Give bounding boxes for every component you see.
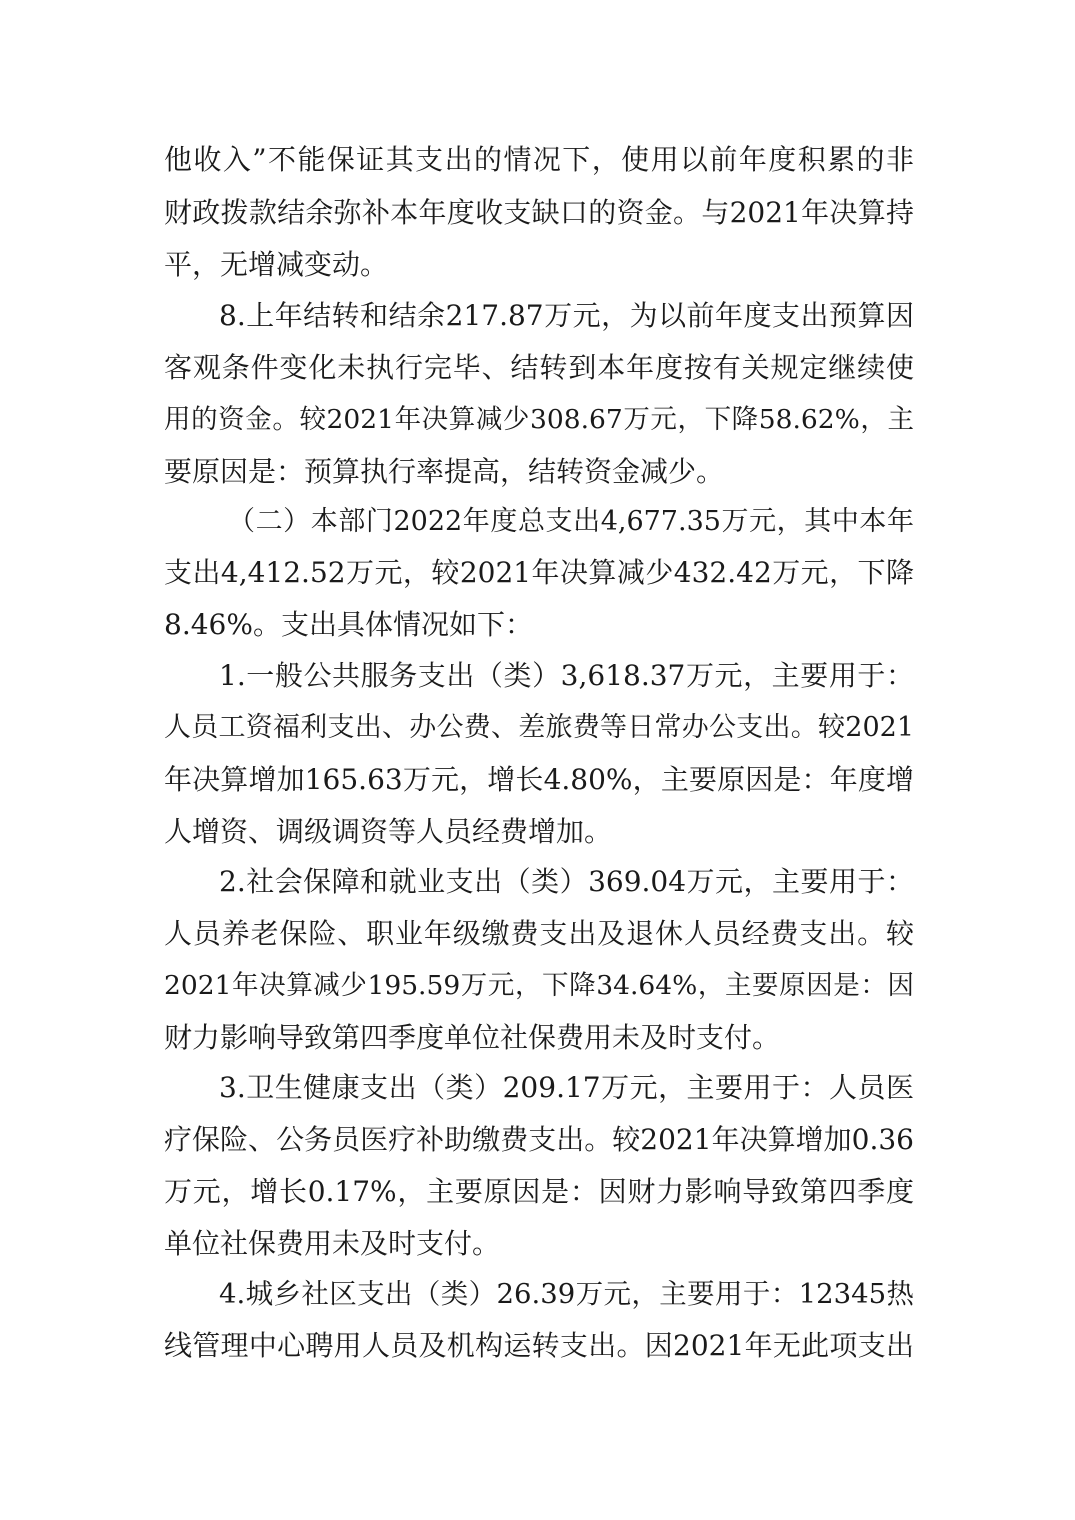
text-line: 8.46%。支出具体情况如下： — [164, 608, 533, 641]
text-line: 客观条件变化未执行完毕、结转到本年度按有关规定继续使 — [164, 351, 914, 384]
text-line: 单位社保费用未及时支付。 — [164, 1227, 501, 1260]
text-line: 4.城乡社区支出（类）26.39万元，主要用于：12345热 — [219, 1278, 914, 1310]
text-line: 8.上年结转和结余217.87万元，为以前年度支出预算因 — [219, 299, 914, 332]
text-line: 人员养老保险、职业年级缴费支出及退休人员经费支出。较 — [164, 917, 914, 950]
text-line: 支出4,412.52万元，较2021年决算减少432.42万元，下降 — [164, 556, 914, 589]
text-line: 财力影响导致第四季度单位社保费用未及时支付。 — [164, 1021, 781, 1054]
text-line: 要原因是：预算执行率提高，结转资金减少。 — [164, 455, 725, 488]
text-line: 1.一般公共服务支出（类）3,618.37万元，主要用于： — [219, 659, 914, 692]
text-line: 万元，增长0.17%，主要原因是：因财力影响导致第四季度 — [164, 1175, 914, 1208]
text-line: 人增资、调级调资等人员经费增加。 — [164, 815, 613, 848]
text-line: 用的资金。较2021年决算减少308.67万元，下降58.62%，主 — [164, 404, 914, 435]
text-line: 线管理中心聘用人员及机构运转支出。因2021年无此项支出 — [164, 1329, 914, 1362]
text-line: 他收入”不能保证其支出的情况下，使用以前年度积累的非 — [164, 143, 914, 176]
text-line: 年决算增加165.63万元，增长4.80%，主要原因是：年度增 — [164, 763, 914, 796]
text-line: 2021年决算减少195.59万元，下降34.64%，主要原因是：因 — [164, 970, 914, 1001]
text-line: 财政拨款结余弥补本年度收支缺口的资金。与2021年决算持 — [164, 196, 914, 229]
text-line: 人员工资福利支出、办公费、差旅费等日常办公支出。较2021 — [164, 712, 914, 743]
text-line: 平，无增减变动。 — [164, 248, 389, 281]
text-line: 3.卫生健康支出（类）209.17万元，主要用于：人员医 — [219, 1071, 914, 1104]
text-line: 疗保险、公务员医疗补助缴费支出。较2021年决算增加0.36 — [164, 1123, 914, 1156]
text-line: 2.社会保障和就业支出（类）369.04万元，主要用于： — [219, 865, 914, 898]
text-line: （二）本部门2022年度总支出4,677.35万元，其中本年 — [228, 506, 914, 537]
